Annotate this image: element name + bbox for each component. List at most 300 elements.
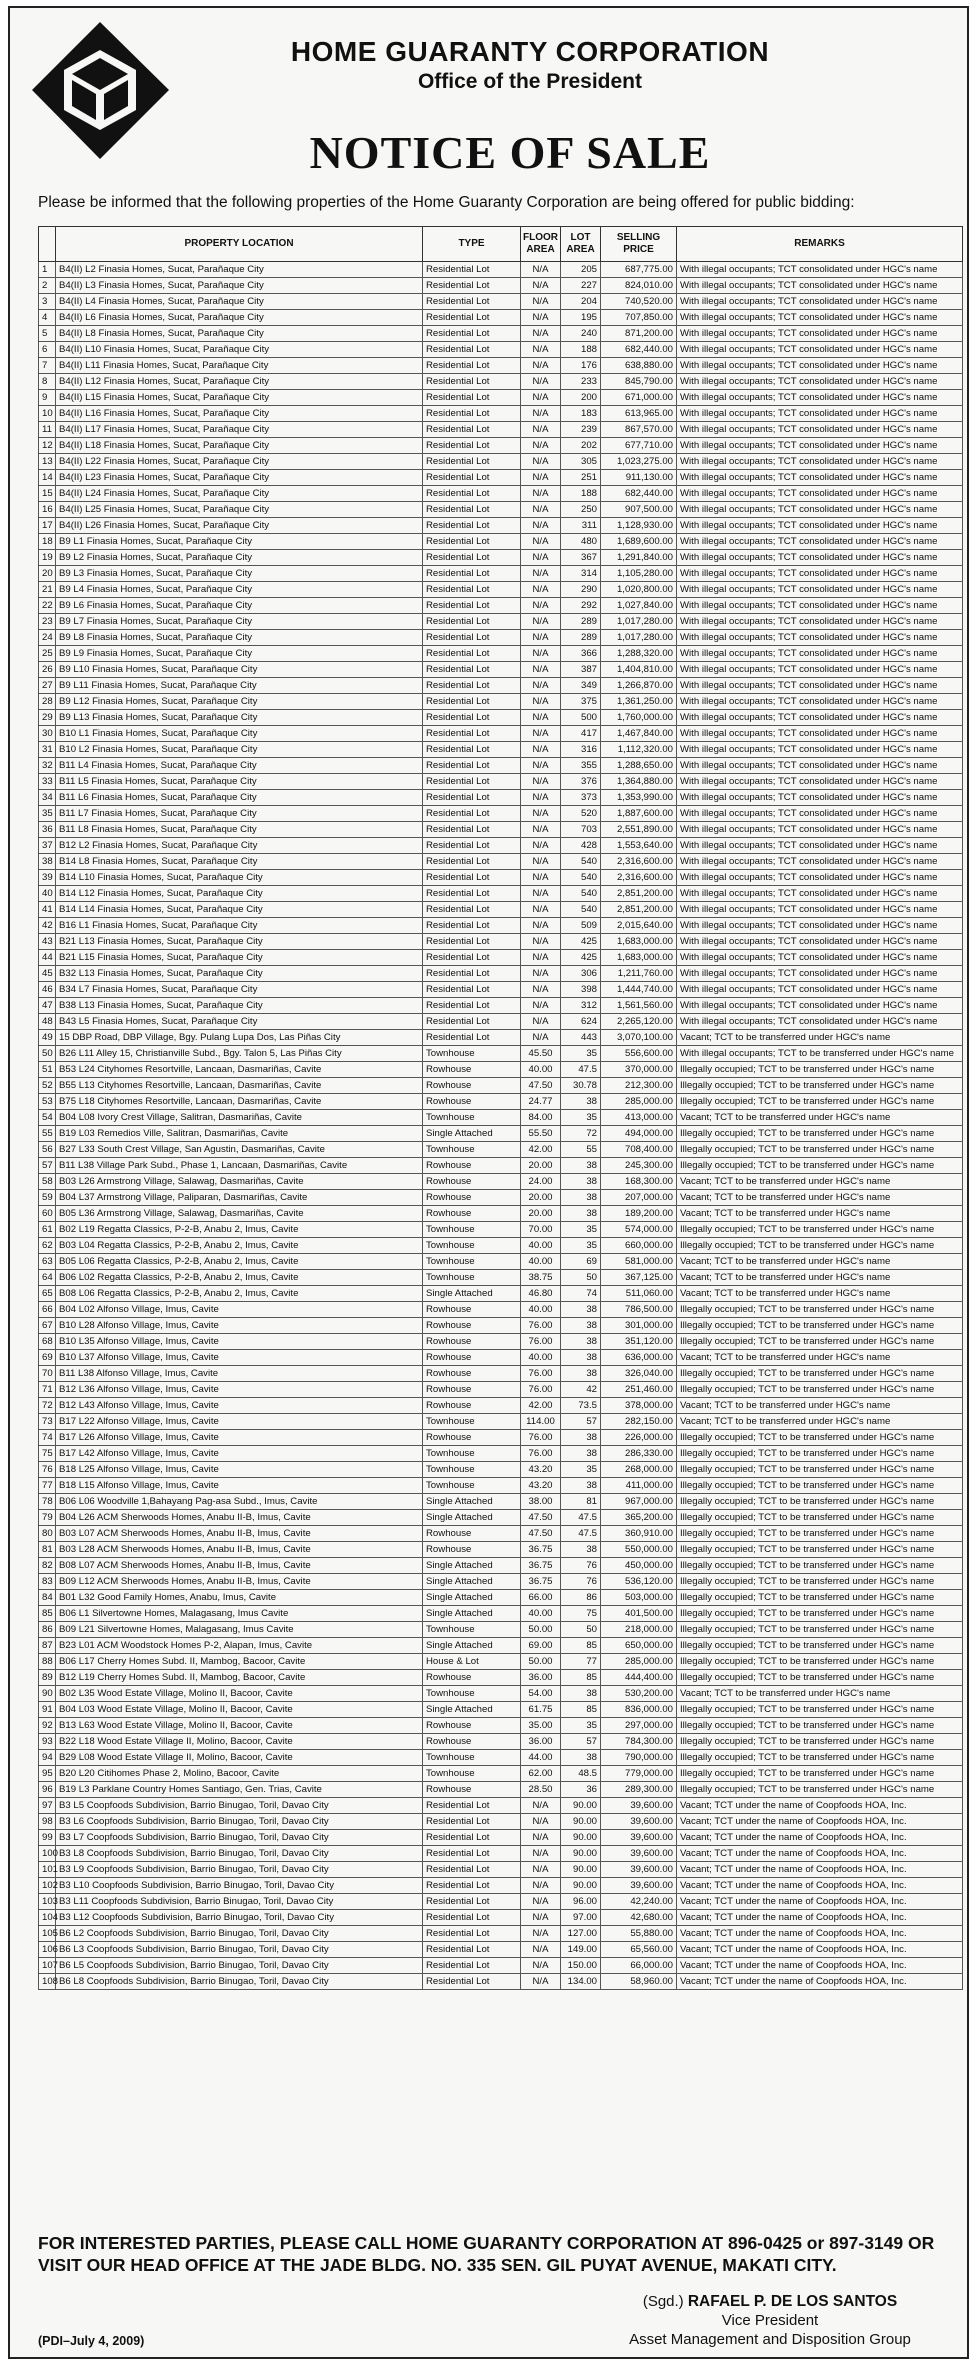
floor-area: 24.77 xyxy=(521,1094,561,1110)
floor-area: N/A xyxy=(521,646,561,662)
table-row xyxy=(39,1078,963,1094)
selling-price: 1,017,280.00 xyxy=(601,630,677,646)
lot-area: 290 xyxy=(561,582,601,598)
row-number: 26 xyxy=(39,662,56,678)
table-row xyxy=(39,534,963,550)
lot-area: 38 xyxy=(561,1686,601,1702)
row-number: 1 xyxy=(39,262,56,278)
table-row xyxy=(39,1814,963,1830)
lot-area: 195 xyxy=(561,310,601,326)
property-location: B22 L18 Wood Estate Village II, Molino, Bacoor, Cavite xyxy=(56,1734,423,1750)
property-type: Residential Lot xyxy=(423,1974,521,1990)
lot-area: 306 xyxy=(561,966,601,982)
remarks: Illegally occupied; TCT to be transferred under HGC's name xyxy=(677,1366,963,1382)
table-row xyxy=(39,678,963,694)
property-type: Residential Lot xyxy=(423,710,521,726)
selling-price: 245,300.00 xyxy=(601,1158,677,1174)
row-number: 9 xyxy=(39,390,56,406)
property-location: B38 L13 Finasia Homes, Sucat, Parañaque City xyxy=(56,998,423,1014)
property-location: B3 L9 Coopfoods Subdivision, Barrio Binugao, Toril, Davao City xyxy=(56,1862,423,1878)
lot-area: 90.00 xyxy=(561,1846,601,1862)
property-location: B17 L42 Alfonso Village, Imus, Cavite xyxy=(56,1446,423,1462)
remarks: Vacant; TCT under the name of Coopfoods HOA, Inc. xyxy=(677,1926,963,1942)
floor-area: 84.00 xyxy=(521,1110,561,1126)
floor-area: N/A xyxy=(521,1846,561,1862)
floor-area: N/A xyxy=(521,1926,561,1942)
floor-area: N/A xyxy=(521,678,561,694)
table-row xyxy=(39,278,963,294)
floor-area: N/A xyxy=(521,886,561,902)
table-row xyxy=(39,1270,963,1286)
floor-area: 62.00 xyxy=(521,1766,561,1782)
table-row xyxy=(39,1414,963,1430)
remarks: With illegal occupants; TCT consolidated under HGC's name xyxy=(677,422,963,438)
property-location: B18 L25 Alfonso Village, Imus, Cavite xyxy=(56,1462,423,1478)
selling-price: 786,500.00 xyxy=(601,1302,677,1318)
row-number: 12 xyxy=(39,438,56,454)
row-number: 91 xyxy=(39,1702,56,1718)
lot-area: 289 xyxy=(561,630,601,646)
lot-area: 366 xyxy=(561,646,601,662)
selling-price: 824,010.00 xyxy=(601,278,677,294)
remarks: With illegal occupants; TCT consolidated under HGC's name xyxy=(677,790,963,806)
remarks: Vacant; TCT to be transferred under HGC's name xyxy=(677,1110,963,1126)
row-number: 4 xyxy=(39,310,56,326)
property-type: Rowhouse xyxy=(423,1526,521,1542)
table-row xyxy=(39,1958,963,1974)
row-number: 50 xyxy=(39,1046,56,1062)
property-location: B21 L15 Finasia Homes, Sucat, Parañaque City xyxy=(56,950,423,966)
row-number: 28 xyxy=(39,694,56,710)
table-row xyxy=(39,1190,963,1206)
row-number: 80 xyxy=(39,1526,56,1542)
row-number: 82 xyxy=(39,1558,56,1574)
property-location: B32 L13 Finasia Homes, Sucat, Parañaque City xyxy=(56,966,423,982)
table-row xyxy=(39,1014,963,1030)
selling-price: 42,680.00 xyxy=(601,1910,677,1926)
remarks: Illegally occupied; TCT to be transferred under HGC's name xyxy=(677,1542,963,1558)
row-number: 88 xyxy=(39,1654,56,1670)
row-number: 100 xyxy=(39,1846,56,1862)
row-number: 15 xyxy=(39,486,56,502)
property-type: Single Attached xyxy=(423,1286,521,1302)
row-number: 49 xyxy=(39,1030,56,1046)
property-location: B11 L38 Alfonso Village, Imus, Cavite xyxy=(56,1366,423,1382)
lot-area: 305 xyxy=(561,454,601,470)
row-number: 99 xyxy=(39,1830,56,1846)
lot-area: 703 xyxy=(561,822,601,838)
row-number: 101 xyxy=(39,1862,56,1878)
property-type: Rowhouse xyxy=(423,1206,521,1222)
lot-area: 90.00 xyxy=(561,1798,601,1814)
floor-area: 38.00 xyxy=(521,1494,561,1510)
property-type: Residential Lot xyxy=(423,1846,521,1862)
table-row xyxy=(39,694,963,710)
floor-area: 47.50 xyxy=(521,1510,561,1526)
floor-area: 42.00 xyxy=(521,1142,561,1158)
property-type: Residential Lot xyxy=(423,294,521,310)
remarks: Illegally occupied; TCT to be transferred under HGC's name xyxy=(677,1654,963,1670)
table-row xyxy=(39,790,963,806)
lot-area: 90.00 xyxy=(561,1830,601,1846)
floor-area: 50.00 xyxy=(521,1622,561,1638)
property-type: Residential Lot xyxy=(423,646,521,662)
remarks: Illegally occupied; TCT to be transferred under HGC's name xyxy=(677,1062,963,1078)
table-row xyxy=(39,1974,963,1990)
row-number: 62 xyxy=(39,1238,56,1254)
property-location: B4(II) L16 Finasia Homes, Sucat, Parañaque City xyxy=(56,406,423,422)
lot-area: 540 xyxy=(561,854,601,870)
row-number: 48 xyxy=(39,1014,56,1030)
lot-area: 90.00 xyxy=(561,1878,601,1894)
floor-area: N/A xyxy=(521,838,561,854)
table-row xyxy=(39,454,963,470)
selling-price: 39,600.00 xyxy=(601,1814,677,1830)
lot-area: 251 xyxy=(561,470,601,486)
floor-area: N/A xyxy=(521,534,561,550)
lot-area: 38 xyxy=(561,1750,601,1766)
lot-area: 376 xyxy=(561,774,601,790)
property-type: Rowhouse xyxy=(423,1334,521,1350)
selling-price: 1,689,600.00 xyxy=(601,534,677,550)
table-row xyxy=(39,582,963,598)
floor-area: 24.00 xyxy=(521,1174,561,1190)
remarks: With illegal occupants; TCT consolidated under HGC's name xyxy=(677,646,963,662)
floor-area: N/A xyxy=(521,790,561,806)
selling-price: 218,000.00 xyxy=(601,1622,677,1638)
table-row xyxy=(39,1462,963,1478)
floor-area: 40.00 xyxy=(521,1254,561,1270)
property-type: Rowhouse xyxy=(423,1094,521,1110)
remarks: Illegally occupied; TCT to be transferred under HGC's name xyxy=(677,1302,963,1318)
property-location: B4(II) L26 Finasia Homes, Sucat, Parañaque City xyxy=(56,518,423,534)
selling-price: 1,467,840.00 xyxy=(601,726,677,742)
signatory-name: RAFAEL P. DE LOS SANTOS xyxy=(687,2293,898,2310)
floor-area: N/A xyxy=(521,1830,561,1846)
selling-price: 536,120.00 xyxy=(601,1574,677,1590)
lot-area: 38 xyxy=(561,1542,601,1558)
selling-price: 650,000.00 xyxy=(601,1638,677,1654)
selling-price: 1,364,880.00 xyxy=(601,774,677,790)
selling-price: 444,400.00 xyxy=(601,1670,677,1686)
property-location: B3 L5 Coopfoods Subdivision, Barrio Binugao, Toril, Davao City xyxy=(56,1798,423,1814)
row-number: 47 xyxy=(39,998,56,1014)
floor-area: 20.00 xyxy=(521,1190,561,1206)
floor-area: 50.00 xyxy=(521,1654,561,1670)
floor-area: 69.00 xyxy=(521,1638,561,1654)
publication-note: (PDI–July 4, 2009) xyxy=(38,2334,145,2348)
remarks: With illegal occupants; TCT consolidated under HGC's name xyxy=(677,998,963,1014)
table-row xyxy=(39,1558,963,1574)
property-location: B3 L11 Coopfoods Subdivision, Barrio Binugao, Toril, Davao City xyxy=(56,1894,423,1910)
remarks: Illegally occupied; TCT to be transferred under HGC's name xyxy=(677,1734,963,1750)
floor-area: N/A xyxy=(521,822,561,838)
row-number: 60 xyxy=(39,1206,56,1222)
remarks: With illegal occupants; TCT consolidated under HGC's name xyxy=(677,278,963,294)
row-number: 69 xyxy=(39,1350,56,1366)
property-type: Townhouse xyxy=(423,1446,521,1462)
remarks: Illegally occupied; TCT to be transferred under HGC's name xyxy=(677,1382,963,1398)
lot-area: 85 xyxy=(561,1702,601,1718)
row-number: 67 xyxy=(39,1318,56,1334)
selling-price: 1,128,930.00 xyxy=(601,518,677,534)
row-number: 13 xyxy=(39,454,56,470)
table-row xyxy=(39,1494,963,1510)
table-row xyxy=(39,950,963,966)
lot-area: 35 xyxy=(561,1238,601,1254)
property-location: B4(II) L25 Finasia Homes, Sucat, Parañaque City xyxy=(56,502,423,518)
property-location: B9 L9 Finasia Homes, Sucat, Parañaque City xyxy=(56,646,423,662)
col-selling-price-header: SELLING PRICE xyxy=(601,227,677,262)
row-number: 16 xyxy=(39,502,56,518)
contact-notice: FOR INTERESTED PARTIES, PLEASE CALL HOME GUARANTY CORPORATION AT 896-0425 or 897-3149 OR VISIT OUR HEAD OFFICE AT THE JADE BLDG. NO. 335 SEN. GIL PUYAT AVENUE, MAKATI CITY. xyxy=(38,2233,935,2275)
selling-price: 1,017,280.00 xyxy=(601,614,677,630)
property-location: B04 L02 Alfonso Village, Imus, Cavite xyxy=(56,1302,423,1318)
property-type: Rowhouse xyxy=(423,1430,521,1446)
row-number: 2 xyxy=(39,278,56,294)
property-location: B02 L35 Wood Estate Village, Molino II, Bacoor, Cavite xyxy=(56,1686,423,1702)
property-location: B13 L63 Wood Estate Village, Molino II, Bacoor, Cavite xyxy=(56,1718,423,1734)
property-location: B10 L1 Finasia Homes, Sucat, Parañaque City xyxy=(56,726,423,742)
property-type: Residential Lot xyxy=(423,758,521,774)
row-number: 94 xyxy=(39,1750,56,1766)
table-row xyxy=(39,1830,963,1846)
remarks: Illegally occupied; TCT to be transferred under HGC's name xyxy=(677,1766,963,1782)
property-location: B20 L20 Citihomes Phase 2, Molino, Bacoor, Cavite xyxy=(56,1766,423,1782)
table-row xyxy=(39,1942,963,1958)
lot-area: 202 xyxy=(561,438,601,454)
floor-area: N/A xyxy=(521,598,561,614)
property-type: Single Attached xyxy=(423,1606,521,1622)
row-number: 36 xyxy=(39,822,56,838)
property-type: Residential Lot xyxy=(423,1030,521,1046)
lot-area: 200 xyxy=(561,390,601,406)
property-location: B75 L18 Cityhomes Resortville, Lancaan, Dasmariñas, Cavite xyxy=(56,1094,423,1110)
property-type: Townhouse xyxy=(423,1254,521,1270)
table-row xyxy=(39,422,963,438)
remarks: Vacant; TCT to be transferred under HGC's name xyxy=(677,1686,963,1702)
row-number: 95 xyxy=(39,1766,56,1782)
property-type: Single Attached xyxy=(423,1574,521,1590)
remarks: With illegal occupants; TCT consolidated under HGC's name xyxy=(677,918,963,934)
property-location: B16 L1 Finasia Homes, Sucat, Parañaque City xyxy=(56,918,423,934)
table-row xyxy=(39,1430,963,1446)
remarks: With illegal occupants; TCT consolidated under HGC's name xyxy=(677,598,963,614)
property-location: B9 L7 Finasia Homes, Sucat, Parañaque City xyxy=(56,614,423,630)
property-location: B10 L37 Alfonso Village, Imus, Cavite xyxy=(56,1350,423,1366)
row-number: 5 xyxy=(39,326,56,342)
floor-area: N/A xyxy=(521,518,561,534)
selling-price: 707,850.00 xyxy=(601,310,677,326)
table-row xyxy=(39,1334,963,1350)
table-row xyxy=(39,486,963,502)
selling-price: 289,300.00 xyxy=(601,1782,677,1798)
remarks: Vacant; TCT to be transferred under HGC's name xyxy=(677,1270,963,1286)
floor-area: N/A xyxy=(521,950,561,966)
remarks: With illegal occupants; TCT consolidated under HGC's name xyxy=(677,838,963,854)
row-number: 14 xyxy=(39,470,56,486)
remarks: Vacant; TCT under the name of Coopfoods HOA, Inc. xyxy=(677,1894,963,1910)
table-row xyxy=(39,1222,963,1238)
remarks: With illegal occupants; TCT consolidated under HGC's name xyxy=(677,630,963,646)
remarks: Illegally occupied; TCT to be transferred under HGC's name xyxy=(677,1574,963,1590)
property-location: B9 L2 Finasia Homes, Sucat, Parañaque City xyxy=(56,550,423,566)
lot-area: 480 xyxy=(561,534,601,550)
lot-area: 90.00 xyxy=(561,1814,601,1830)
floor-area: N/A xyxy=(521,454,561,470)
table-row xyxy=(39,342,963,358)
table-row xyxy=(39,1702,963,1718)
lot-area: 355 xyxy=(561,758,601,774)
selling-price: 494,000.00 xyxy=(601,1126,677,1142)
lot-area: 233 xyxy=(561,374,601,390)
table-row xyxy=(39,406,963,422)
remarks: With illegal occupants; TCT consolidated under HGC's name xyxy=(677,950,963,966)
remarks: Illegally occupied; TCT to be transferred under HGC's name xyxy=(677,1606,963,1622)
table-row xyxy=(39,1606,963,1622)
lot-area: 90.00 xyxy=(561,1862,601,1878)
remarks: Vacant; TCT to be transferred under HGC's name xyxy=(677,1286,963,1302)
lot-area: 96.00 xyxy=(561,1894,601,1910)
property-location: B04 L26 ACM Sherwoods Homes, Anabu II-B, Imus, Cavite xyxy=(56,1510,423,1526)
remarks: Illegally occupied; TCT to be transferred under HGC's name xyxy=(677,1558,963,1574)
table-row xyxy=(39,774,963,790)
property-type: Rowhouse xyxy=(423,1174,521,1190)
table-row xyxy=(39,646,963,662)
selling-price: 285,000.00 xyxy=(601,1654,677,1670)
floor-area: N/A xyxy=(521,742,561,758)
property-type: Residential Lot xyxy=(423,742,521,758)
lot-area: 74 xyxy=(561,1286,601,1302)
table-row xyxy=(39,1286,963,1302)
selling-price: 66,000.00 xyxy=(601,1958,677,1974)
property-type: Residential Lot xyxy=(423,262,521,278)
row-number: 23 xyxy=(39,614,56,630)
hgc-logo-icon xyxy=(28,18,173,163)
row-number: 54 xyxy=(39,1110,56,1126)
row-number: 108 xyxy=(39,1974,56,1990)
row-number: 73 xyxy=(39,1414,56,1430)
property-location: B4(II) L11 Finasia Homes, Sucat, Parañaque City xyxy=(56,358,423,374)
lot-area: 57 xyxy=(561,1414,601,1430)
row-number: 37 xyxy=(39,838,56,854)
property-location: B03 L28 ACM Sherwoods Homes, Anabu II-B, Imus, Cavite xyxy=(56,1542,423,1558)
floor-area: 45.50 xyxy=(521,1046,561,1062)
table-row xyxy=(39,982,963,998)
col-floor-area-header: FLOOR AREA xyxy=(521,227,561,262)
property-type: Rowhouse xyxy=(423,1190,521,1206)
property-location: B04 L03 Wood Estate Village, Molino II, Bacoor, Cavite xyxy=(56,1702,423,1718)
row-number: 72 xyxy=(39,1398,56,1414)
floor-area: N/A xyxy=(521,710,561,726)
table-row xyxy=(39,1542,963,1558)
table-row xyxy=(39,1766,963,1782)
selling-price: 845,790.00 xyxy=(601,374,677,390)
floor-area: N/A xyxy=(521,726,561,742)
selling-price: 39,600.00 xyxy=(601,1862,677,1878)
table-row xyxy=(39,710,963,726)
remarks: Vacant; TCT under the name of Coopfoods HOA, Inc. xyxy=(677,1974,963,1990)
property-location: B12 L43 Alfonso Village, Imus, Cavite xyxy=(56,1398,423,1414)
remarks: With illegal occupants; TCT consolidated under HGC's name xyxy=(677,854,963,870)
property-type: Rowhouse xyxy=(423,1158,521,1174)
property-location: B4(II) L8 Finasia Homes, Sucat, Parañaque City xyxy=(56,326,423,342)
property-location: B06 L17 Cherry Homes Subd. II, Mambog, Bacoor, Cavite xyxy=(56,1654,423,1670)
row-number: 31 xyxy=(39,742,56,758)
property-location: B4(II) L3 Finasia Homes, Sucat, Parañaque City xyxy=(56,278,423,294)
remarks: Vacant; TCT under the name of Coopfoods HOA, Inc. xyxy=(677,1958,963,1974)
row-number: 38 xyxy=(39,854,56,870)
lot-area: 509 xyxy=(561,918,601,934)
table-row xyxy=(39,1094,963,1110)
property-location: B4(II) L22 Finasia Homes, Sucat, Parañaque City xyxy=(56,454,423,470)
floor-area: N/A xyxy=(521,278,561,294)
floor-area: 55.50 xyxy=(521,1126,561,1142)
row-number: 74 xyxy=(39,1430,56,1446)
property-type: Rowhouse xyxy=(423,1350,521,1366)
property-location: B19 L03 Remedios Ville, Salitran, Dasmariñas, Cavite xyxy=(56,1126,423,1142)
table-row xyxy=(39,1126,963,1142)
property-location: B06 L02 Regatta Classics, P-2-B, Anabu 2, Imus, Cavite xyxy=(56,1270,423,1286)
row-number: 89 xyxy=(39,1670,56,1686)
selling-price: 1,288,320.00 xyxy=(601,646,677,662)
property-location: B4(II) L4 Finasia Homes, Sucat, Parañaque City xyxy=(56,294,423,310)
table-row xyxy=(39,806,963,822)
row-number: 64 xyxy=(39,1270,56,1286)
table-row xyxy=(39,1350,963,1366)
lot-area: 30.78 xyxy=(561,1078,601,1094)
floor-area: 61.75 xyxy=(521,1702,561,1718)
floor-area: N/A xyxy=(521,1958,561,1974)
selling-price: 613,965.00 xyxy=(601,406,677,422)
property-location: B11 L4 Finasia Homes, Sucat, Parañaque City xyxy=(56,758,423,774)
property-location: B12 L19 Cherry Homes Subd. II, Mambog, Bacoor, Cavite xyxy=(56,1670,423,1686)
remarks: Illegally occupied; TCT to be transferred under HGC's name xyxy=(677,1430,963,1446)
property-location: B3 L6 Coopfoods Subdivision, Barrio Binugao, Toril, Davao City xyxy=(56,1814,423,1830)
remarks: Illegally occupied; TCT to be transferred under HGC's name xyxy=(677,1142,963,1158)
sgd-label: (Sgd.) xyxy=(642,2293,684,2310)
selling-price: 867,570.00 xyxy=(601,422,677,438)
selling-price: 351,120.00 xyxy=(601,1334,677,1350)
row-number: 45 xyxy=(39,966,56,982)
lot-area: 77 xyxy=(561,1654,601,1670)
table-row xyxy=(39,1478,963,1494)
remarks: With illegal occupants; TCT consolidated under HGC's name xyxy=(677,550,963,566)
property-type: Rowhouse xyxy=(423,1302,521,1318)
property-type: Rowhouse xyxy=(423,1782,521,1798)
property-location: B06 L1 Silvertowne Homes, Malagasang, Imus Cavite xyxy=(56,1606,423,1622)
property-location: B11 L38 Village Park Subd., Phase 1, Lancaan, Dasmariñas, Cavite xyxy=(56,1158,423,1174)
lot-area: 38 xyxy=(561,1430,601,1446)
floor-area: 46.80 xyxy=(521,1286,561,1302)
row-number: 35 xyxy=(39,806,56,822)
lot-area: 38 xyxy=(561,1350,601,1366)
row-number: 92 xyxy=(39,1718,56,1734)
lot-area: 205 xyxy=(561,262,601,278)
property-type: Townhouse xyxy=(423,1110,521,1126)
floor-area: N/A xyxy=(521,358,561,374)
remarks: With illegal occupants; TCT consolidated under HGC's name xyxy=(677,694,963,710)
property-type: Residential Lot xyxy=(423,966,521,982)
table-row xyxy=(39,1318,963,1334)
remarks: Illegally occupied; TCT to be transferred under HGC's name xyxy=(677,1638,963,1654)
row-number: 21 xyxy=(39,582,56,598)
row-number: 25 xyxy=(39,646,56,662)
selling-price: 671,000.00 xyxy=(601,390,677,406)
selling-price: 967,000.00 xyxy=(601,1494,677,1510)
property-location: B9 L10 Finasia Homes, Sucat, Parañaque City xyxy=(56,662,423,678)
floor-area: 54.00 xyxy=(521,1686,561,1702)
